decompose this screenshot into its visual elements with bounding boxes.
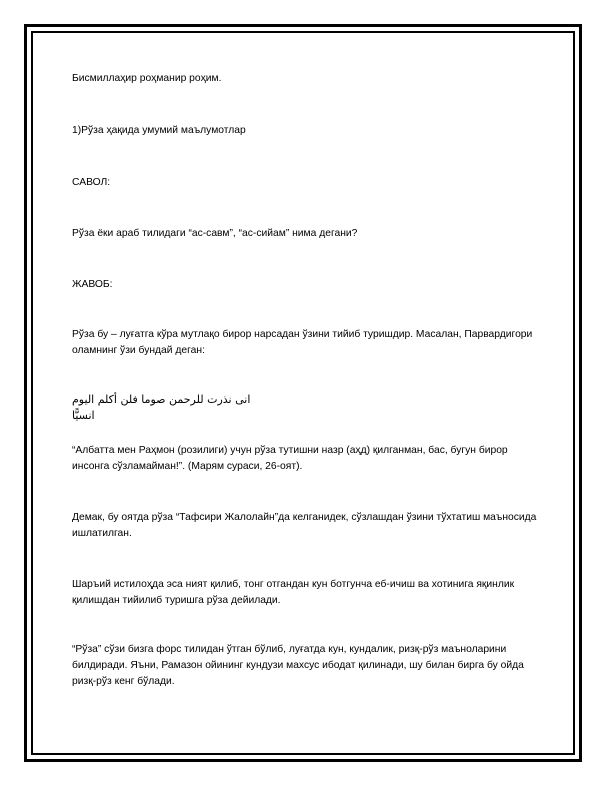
paragraph-tafsir-note: Демак, бу оятда рўза “Тафсири Жалолайн”да келганидек, сўзлашдан ўзини тўхтатиш маъносида ишлатилган. xyxy=(72,512,537,539)
paragraph-section-title: 1)Рўза ҳақида умумий маълумотлар xyxy=(72,125,246,136)
paragraph-answer-label: ЖАВОБ: xyxy=(72,279,113,290)
paragraph-answer-definition: Рўза бу – луғатга кўра мутлақо бирор нарсадан ўзини тийиб туришдир. Масалан, Парвардигори оламнинг ўзи бундай деган: xyxy=(72,329,533,356)
paragraph-quran-verse-arabic: انی نذرت للرحمن صوما فلن أكلم اليوم انسيًّا xyxy=(72,393,251,422)
paragraph-question: Рўза ёки араб тилидаги “ас-савм”, “ас-сийам” нима дегани? xyxy=(72,228,358,239)
paragraph-question-label: САВОЛ: xyxy=(72,177,111,188)
paragraph-sharia-definition: Шаръий истилоҳда эса ният қилиб, тонг отгандан кун ботгунча еб-ичиш ва хотинига яқинлик қилишдан тийилиб туришга рўза дейилади. xyxy=(72,579,515,606)
paragraph-basmala: Бисмиллаҳир роҳманир роҳим. xyxy=(72,73,222,84)
paragraph-verse-translation: “Албатта мен Раҳмон (розилиги) учун рўза тутишни назр (аҳд) қилганман, бас, бугун бирор инсонга сўзламайман!”. (Марям сураси, 26-оят). xyxy=(72,445,508,472)
paragraph-etymology: “Рўза” сўзи бизга форс тилидан ўтган бўлиб, луғатда кун, кундалик, ризқ-рўз маъноларини билдиради. Яъни, Рамазон ойининг кундузи махсус ибодат қилинади, шу билан бирга бу ойда ризқ-рўз кенг бўлади. xyxy=(72,644,524,687)
